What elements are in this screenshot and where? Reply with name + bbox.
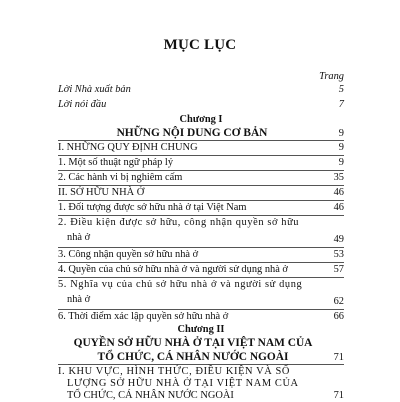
toc-entry-item-cont[interactable] (58, 294, 344, 306)
toc-entry-text: II. SỞ HỮU NHÀ Ở (58, 187, 145, 198)
toc-entry-page: 71 (333, 390, 344, 401)
toc-entry-page: 46 (333, 187, 344, 198)
toc-entry-page: 9 (338, 142, 344, 153)
chapter-title-line1: QUYỀN SỞ HỮU NHÀ Ở TẠI VIỆT NAM CỦA (73, 337, 313, 349)
row-divider (58, 200, 344, 201)
toc-entry-section[interactable] (58, 366, 344, 378)
toc-entry-text: 4. Quyền của chủ sở hữu nhà ở và người sử dụng nhà ở (58, 264, 288, 275)
toc-entry-page: 66 (333, 311, 344, 322)
toc-entry-publisher-note[interactable] (58, 84, 344, 96)
toc-entry-section[interactable] (58, 187, 344, 199)
toc-entry-page: 5 (338, 84, 344, 95)
page-title: MỤC LỤC (163, 37, 237, 53)
toc-entry-text-line2: nhà ở (67, 232, 91, 243)
toc-entry-page: 49 (333, 234, 344, 245)
toc-entry-page: 9 (338, 157, 344, 168)
toc-entry-text-line2: nhà ở (67, 294, 91, 305)
toc-entry-item[interactable] (58, 279, 344, 291)
toc-entry-page: 71 (333, 352, 344, 363)
row-divider (58, 309, 344, 310)
chapter-label (58, 324, 344, 336)
chapter-number: Chương I (179, 114, 223, 125)
toc-entry-item[interactable] (58, 264, 344, 276)
toc-entry-page: 53 (333, 249, 344, 260)
toc-entry-text: 3. Công nhận quyền sở hữu nhà ở (58, 249, 199, 260)
toc-entry-item[interactable] (58, 217, 344, 229)
toc-entry-foreword[interactable] (58, 99, 344, 111)
toc-entry-text: Lời Nhà xuất bản (58, 84, 131, 95)
chapter-label (58, 114, 344, 126)
toc-entry-item[interactable] (58, 249, 344, 261)
toc-entry-page: 62 (333, 296, 344, 307)
chapter-number: Chương II (177, 324, 225, 335)
toc-entry-page: 46 (333, 202, 344, 213)
row-divider (58, 170, 344, 171)
chapter-divider (58, 364, 344, 365)
toc-entry-item[interactable] (58, 202, 344, 214)
toc-entry-item[interactable] (58, 157, 344, 169)
toc-entry-text: I. NHỮNG QUY ĐỊNH CHUNG (58, 142, 198, 153)
toc-entry-chapter-title[interactable] (58, 127, 344, 139)
toc-entry-section-cont[interactable] (58, 390, 344, 402)
toc-entry-chapter-title[interactable] (58, 337, 344, 349)
toc-entry-chapter-title-cont[interactable] (58, 351, 344, 363)
page-column-header: Trang (319, 71, 344, 82)
toc-entry-text-line1: I. KHU VỰC, HÌNH THỨC, ĐIỀU KIỆN VÀ SỐ (58, 366, 291, 377)
toc-entry-text-line3: TỔ CHỨC, CÁ NHÂN NƯỚC NGOÀI (67, 390, 234, 401)
toc-entry-text: 2. Các hành vi bị nghiêm cấm (58, 172, 183, 183)
row-divider (58, 247, 344, 248)
toc-entry-page: 35 (333, 172, 344, 183)
toc-entry-section[interactable] (58, 142, 344, 154)
toc-entry-page: 57 (333, 264, 344, 275)
toc-entry-item-cont[interactable] (58, 232, 344, 244)
toc-entry-text: 1. Đối tượng được sở hữu nhà ở tại Việt Nam (58, 202, 247, 213)
row-divider (58, 277, 344, 278)
toc-entry-page: 7 (338, 99, 344, 110)
chapter-divider (58, 140, 344, 141)
toc-entry-page: 9 (338, 128, 344, 139)
toc-entry-text: 6. Thời điểm xác lập quyền sở hữu nhà ở (58, 311, 229, 322)
toc-entry-text-line1: 2. Điều kiện được sở hữu, công nhận quyền sở hữu (58, 217, 300, 228)
row-divider (58, 262, 344, 263)
toc-entry-text: Lời nói đầu (58, 99, 107, 110)
toc-entry-section-cont[interactable] (58, 378, 344, 390)
toc-entry-text-line1: 5. Nghĩa vụ của chủ sở hữu nhà ở và người sử dụng (58, 279, 303, 290)
toc-entry-item[interactable] (58, 311, 344, 323)
toc-entry-item[interactable] (58, 172, 344, 184)
toc-entry-text-line2: LƯỢNG SỞ HỮU NHÀ Ở TẠI VIỆT NAM CỦA (67, 378, 299, 389)
row-divider (58, 215, 344, 216)
chapter-title: NHỮNG NỘI DUNG CƠ BẢN (116, 127, 268, 139)
toc-entry-text: 1. Một số thuật ngữ pháp lý (58, 157, 174, 168)
chapter-title-line2: TỔ CHỨC, CÁ NHÂN NƯỚC NGOÀI (97, 351, 289, 363)
row-divider (58, 185, 344, 186)
row-divider (58, 155, 344, 156)
